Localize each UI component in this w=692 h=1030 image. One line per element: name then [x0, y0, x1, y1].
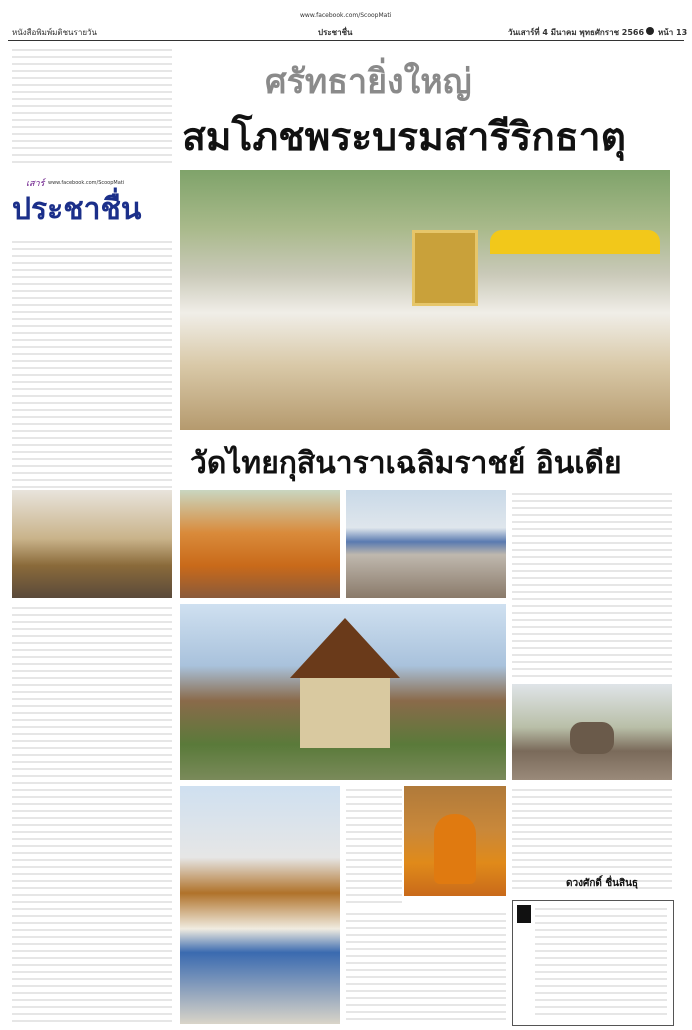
header-left-title: หนังสือพิมพ์มติชนรายวัน [12, 28, 97, 37]
article-column-right [512, 490, 672, 680]
article-column-left-lower [12, 604, 172, 1024]
logo-main: ประชาชื่น [12, 192, 142, 227]
header-rule [8, 40, 684, 41]
info-box-marker [517, 905, 531, 923]
portrait-shrine [412, 230, 478, 306]
yellow-umbrellas [490, 230, 660, 254]
article-column-middle-lower [346, 786, 402, 906]
main-photo-procession [180, 170, 670, 430]
bullet-icon [646, 27, 654, 35]
monk-figure [434, 814, 476, 884]
page-number: หน้า 13 [658, 28, 688, 37]
header-url: www.facebook.com/ScoopMati [300, 12, 392, 19]
photo-crowd-banner [346, 490, 506, 598]
photo-temple-gate [180, 786, 340, 1024]
photo-temple [180, 604, 506, 780]
headline-line2: สมโภชพระบรมสารีริกธาตุ [182, 115, 626, 160]
headline-line1: ศรัทธายิ่งใหญ่ [265, 62, 472, 102]
info-box-text [535, 905, 667, 1019]
photo-elephant [512, 684, 672, 780]
article-column-middle-bottom [346, 910, 506, 1024]
logo [12, 176, 172, 232]
logo-url: www.facebook.com/ScoopMati [48, 180, 125, 186]
elephant [570, 722, 614, 754]
temple-body [300, 678, 390, 748]
photo-monk [404, 786, 506, 896]
byline: ดวงศักดิ์ ชื่นสินธุ [566, 878, 639, 889]
photo-monks-procession [180, 490, 340, 598]
temple-roof [290, 618, 400, 678]
article-column-left [12, 238, 172, 488]
subtitle: วัดไทยกุสินาราเฉลิมราชย์ อินเดีย [190, 446, 622, 481]
article-column-top [12, 46, 172, 168]
logo-small: เสาร์ [26, 179, 45, 189]
info-box [512, 900, 674, 1026]
header-date: วันเสาร์ที่ 4 มีนาคม พุทธศักราช 2566 [508, 28, 645, 37]
photo-stupa [12, 490, 172, 598]
header-center-title: ประชาชื่น [318, 28, 353, 37]
